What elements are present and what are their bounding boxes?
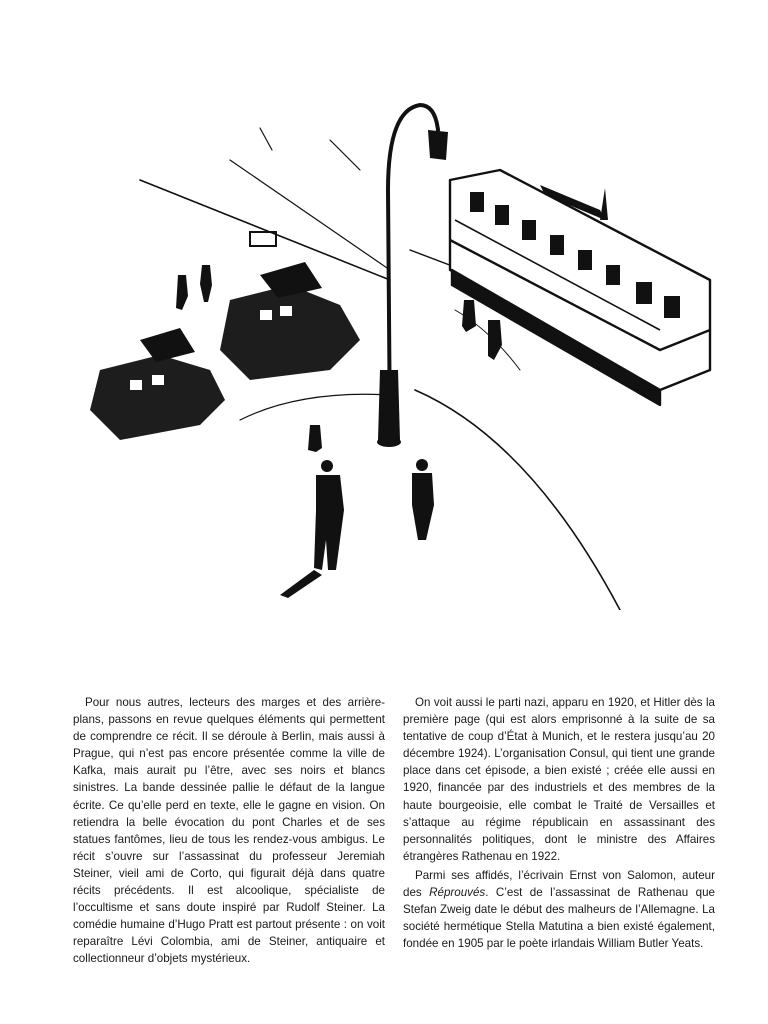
paragraph: On voit aussi le parti nazi, apparu en 1920, et Hitler dès la première page (qui est alors emprisonné à la suite de sa tentative de coup d’État à Munich, et le restera jusqu’au 20 décembre 1924). L’organisation Consul, qui tient une grande place dans cet épisode, a bien existé ; créée elle aussi en 1920, financée par des industriels et des membres de la haute bourgeoisie, elle combat le Traité de Versailles et s’attaque au régime républicain en assassinant des personnalités politiques, dont le ministre des Affaires étrangères Rathenau en 1922. — [403, 696, 715, 863]
paragraph — [403, 867, 715, 952]
paragraph: Pour nous autres, lecteurs des marges et des arrière-plans, passons en revue quelques éléments qui permettent de comprendre ce récit. Il se déroule à Berlin, mais aussi à Prague, qui n’est pas encore présentée comme la ville de Kafka, mais aurait pu l’être, avec ses noirs et blancs sinistres. La bande dessinée pallie le défaut de la langue écrite. Ce qu’elle perd en texte, elle le gagne en vision. On retiendra la belle évocation du pont Charles et de ses statues fantômes, lieu de tous les rendez-vous ambigus. Le récit s’ouvre sur l’assassinat du professeur Jeremiah Steiner, vieil ami de Corto, qui figurait déjà dans quatre récits précédents. Il est alcoolique, spécialiste de l’occultisme et sans doute inspiré par Rudolf Steiner. La comédie humaine d’Hugo Pratt est partout présente : on voit reparaître Lévi Colombia, ami de Steiner, antiquaire et collectionneur d’objets mystérieux. — [73, 696, 385, 966]
text-span: Parmi ses affidés, l’écrivain Ernst von Salomon, auteur des — [403, 868, 715, 900]
text-column-left — [73, 694, 385, 968]
text-column-right — [403, 694, 715, 952]
street-scene-illustration — [60, 70, 720, 610]
text-span: . C’est de l’assassinat de Rathenau que Stefan Zweig date le début des malheurs de l’Allemagne. La société hermétique Stella Matutina a bien existé également, fondée en 1905 par le poète irlandais William Butler Yeats. — [403, 886, 715, 951]
book-title: Réprouvés — [429, 886, 486, 900]
